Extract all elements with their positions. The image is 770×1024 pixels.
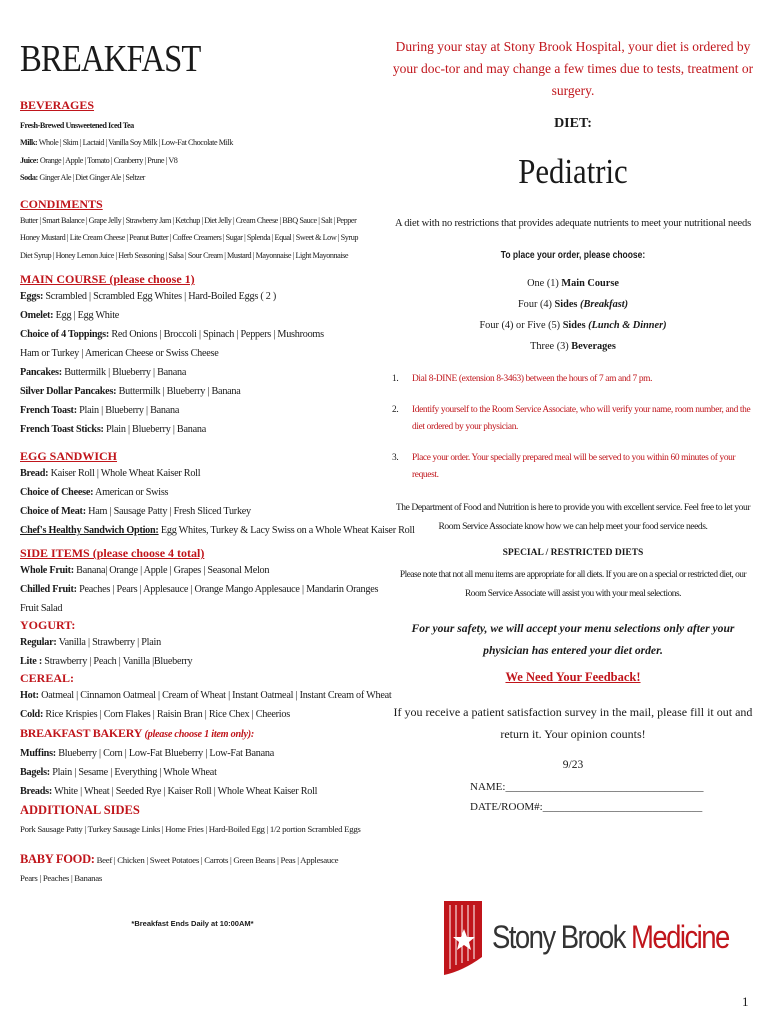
order-step: 1. Dial 8-DINE (extension 8-3463) between the hours of 7 am and 7 pm. <box>392 374 653 384</box>
order-instructions-heading: To place your order, please choose: <box>500 250 646 261</box>
revision-date: 9/23 <box>562 759 584 771</box>
soda-line: Soda: Ginger Ale | Diet Ginger Ale | Seltzer <box>20 173 145 183</box>
order-step: 2. Identify yourself to the Room Service Associate, who will verify your name, room number, and the diet ordered by your physician. <box>392 405 751 432</box>
breakfast-ends-note: *Breakfast Ends Daily at 10:00AM* <box>131 919 254 929</box>
french-toast-sticks-line: French Toast Sticks: Plain | Blueberry | Banana <box>20 424 206 436</box>
bagels-line: Bagels: Plain | Sesame | Everything | Whole Wheat <box>20 767 217 779</box>
order-step: 3. Place your order. Your specially prepared meal will be served to you within 60 minutes of your request. <box>392 453 736 480</box>
date-room-field[interactable]: DATE/ROOM#:_____________________________ <box>470 801 703 813</box>
eggs-line: Eggs: Scrambled | Scrambled Egg Whites | Hard-Boiled Eggs ( 2 ) <box>20 291 277 303</box>
lite-yogurt-line: Lite : Strawberry | Peach | Vanilla |Blueberry <box>20 656 193 668</box>
baby-food-line-2: Pears | Peaches | Bananas <box>20 873 103 884</box>
muffins-line: Muffins: Blueberry | Corn | Low-Fat Blueberry | Low-Fat Banana <box>20 748 275 760</box>
iced-tea-line: Fresh-Brewed Unsweetened Iced Tea <box>20 120 134 130</box>
condiments-heading: CONDIMENTS <box>20 196 103 211</box>
page-number: 1 <box>742 994 749 1009</box>
menu-column <box>20 38 415 929</box>
logo-wordmark: Stony Brook Medicine <box>492 918 729 955</box>
silver-dollar-line: Silver Dollar Pancakes: Buttermilk | Blueberry | Banana <box>20 386 241 398</box>
order-steps <box>392 371 754 484</box>
condiments-line: Butter | Smart Balance | Grape Jelly | Strawberry Jam | Ketchup | Diet Jelly | Cream Cheese | BBQ Sauce | Salt | Pepper <box>20 215 357 225</box>
hot-cereal-line: Hot: Oatmeal | Cinnamon Oatmeal | Cream of Wheat | Instant Oatmeal | Instant Cream of Wheat <box>20 690 392 702</box>
order-option: One (1) Main Course <box>527 278 619 289</box>
additional-sides-line: Pork Sausage Patty | Turkey Sausage Links | Home Fries | Hard-Boiled Egg | 1/2 portion Scrambled Eggs <box>20 824 361 835</box>
stony-brook-logo <box>442 897 767 977</box>
department-paragraph: The Department of Food and Nutrition is here to provide you with excellent service. Feel free to let your Room Service Associate know how we can help meet your food service needs. <box>395 502 751 532</box>
diet-label: DIET: <box>554 116 592 131</box>
pancakes-line: Pancakes: Buttermilk | Blueberry | Banana <box>20 367 187 379</box>
diet-description: A diet with no restrictions that provides adequate nutrients to meet your nutritional needs <box>395 218 751 229</box>
shield-emblem-icon <box>442 897 484 977</box>
whole-fruit-line: Whole Fruit: Banana| Orange | Apple | Grapes | Seasonal Melon <box>20 565 270 577</box>
baby-food-line: BABY FOOD: Beef | Chicken | Sweet Potatoes | Carrots | Green Beans | Peas | Applesauce <box>20 852 339 867</box>
bread-line: Bread: Kaiser Roll | Whole Wheat Kaiser Roll <box>20 468 201 480</box>
special-diets-paragraph: Please note that not all menu items are appropriate for all diets. If you are on a special or restricted diet, our Room Service Associate will assist you with your meal selections. <box>399 570 747 599</box>
order-option: Four (4) Sides (Breakfast) <box>517 299 629 310</box>
info-column <box>392 36 754 817</box>
condiments-line: Diet Syrup | Honey Lemon Juice | Herb Seasoning | Salsa | Sour Cream | Mustard | Mayonnaise | Light Mayonnaise <box>20 250 349 260</box>
safety-notice: For your safety, we will accept your menu selections only after your physician has entered your diet order. <box>411 622 735 657</box>
toppings-line: Choice of 4 Toppings: Red Onions | Broccoli | Spinach | Peppers | Mushrooms <box>20 329 324 341</box>
main-course-heading: MAIN COURSE (please choose 1) <box>20 272 195 287</box>
regular-yogurt-line: Regular: Vanilla | Strawberry | Plain <box>20 637 161 649</box>
omelet-line: Omelet: Egg | Egg White <box>20 310 120 322</box>
chilled-fruit-line: Chilled Fruit: Peaches | Pears | Applesauce | Orange Mango Applesauce | Mandarin Oranges <box>20 584 379 596</box>
cold-cereal-line: Cold: Rice Krispies | Corn Flakes | Raisin Bran | Rice Chex | Cheerios <box>20 709 290 721</box>
cereal-heading: CEREAL: <box>20 671 75 686</box>
survey-text: If you receive a patient satisfaction survey in the mail, please fill it out and return it. Your opinion counts! <box>393 705 753 741</box>
yogurt-heading: YOGURT: <box>20 618 76 633</box>
diet-value: Pediatric <box>518 152 628 191</box>
special-diets-heading: SPECIAL / RESTRICTED DIETS <box>502 548 644 558</box>
additional-sides-heading: ADDITIONAL SIDES <box>20 803 140 818</box>
page-title: BREAKFAST <box>20 38 201 80</box>
condiments-line: Honey Mustard | Lite Cream Cheese | Peanut Butter | Coffee Creamers | Sugar | Splenda | Equal | Sweet & Low | Syrup <box>20 233 358 243</box>
french-toast-line: French Toast: Plain | Blueberry | Banana <box>20 405 180 417</box>
cheese-line: Choice of Cheese: American or Swiss <box>20 487 169 499</box>
order-option: Three (3) Beverages <box>530 341 616 352</box>
name-field[interactable]: NAME:____________________________________ <box>470 781 704 793</box>
egg-sandwich-heading: EGG SANDWICH <box>20 449 118 464</box>
beverages-heading: BEVERAGES <box>20 97 95 112</box>
milk-line: Milk: Whole | Skim | Lactaid | Vanilla Soy Milk | Low-Fat Chocolate Milk <box>20 138 233 148</box>
toppings-line-2: Ham or Turkey | American Cheese or Swiss Cheese <box>20 348 219 360</box>
meat-line: Choice of Meat: Ham | Sausage Patty | Fresh Sliced Turkey <box>20 506 251 518</box>
juice-line: Juice: Orange | Apple | Tomato | Cranberry | Prune | V8 <box>20 155 178 165</box>
breads-line: Breads: White | Wheat | Seeded Rye | Kaiser Roll | Whole Wheat Kaiser Roll <box>20 786 318 798</box>
chef-option-line: Chef's Healthy Sandwich Option: Egg Whites, Turkey & Lacy Swiss on a Whole Wheat Kaiser Roll <box>20 525 415 537</box>
fruit-salad-line: Fruit Salad <box>20 603 63 615</box>
intro-text: During your stay at Stony Brook Hospital, your diet is ordered by your doc-tor and may change a few times due to tests, treatment or surgery. <box>392 39 754 98</box>
feedback-heading: We Need Your Feedback! <box>505 670 641 684</box>
side-items-heading: SIDE ITEMS (please choose 4 total) <box>20 546 205 561</box>
order-option: Four (4) or Five (5) Sides (Lunch & Dinner) <box>479 320 667 331</box>
bakery-heading: BREAKFAST BAKERY (please choose 1 item only): <box>20 726 255 741</box>
